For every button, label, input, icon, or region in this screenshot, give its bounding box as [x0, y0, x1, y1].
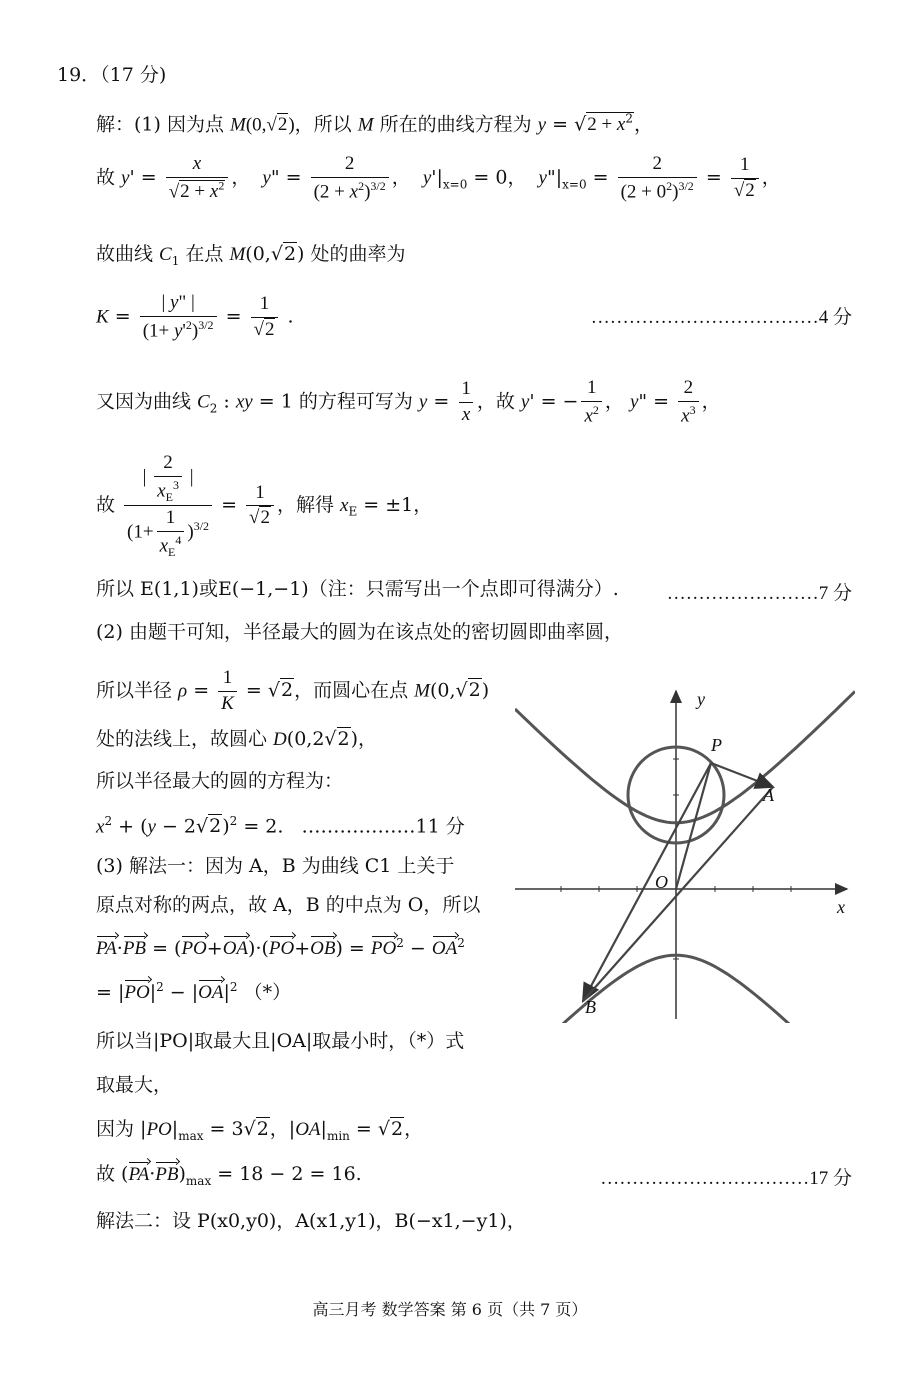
part1-intro: 解：(1) 因为点 M(0,√2)，所以 M 所在的曲线方程为 $y = √2 + x^2$， [96, 112, 653, 136]
part2-line3: 处的法线上，故圆心 D(0,2√2)， [96, 728, 378, 750]
hyperbola-lower-branch [515, 955, 855, 1023]
label-y: y [697, 689, 705, 709]
label-x: x [837, 897, 845, 917]
label-b: B [585, 997, 596, 1017]
hyperbola-figure [515, 683, 855, 1023]
part1-c2-line: 又因为曲线 $C_2$ : xy = 1 的方程可写为 y = $\frac{1}{x}$ ，故 y' = − $\frac{1}{x^2}$ ， y" = $\frac{2}{x^3}$ ， [96, 377, 721, 427]
part3-line2: 原点对称的两点，故 A，B 的中点为 O，所以 [96, 894, 481, 916]
segment-ab [583, 787, 773, 1001]
part3-line5: 因为 $|PO|_{max} = 3√2$，$|OA|_{min} = √2$， [96, 1118, 424, 1143]
part3-eq1: $PA\cdot PB = (PO+OA)\cdot(PO+OB) = PO^2 - OA^2$ [96, 936, 465, 960]
part1-derivatives: 故 y' = $\frac{x}{√2 + x^2}$ ， y" = $\frac{2}{(2 + x^2)^{3/2}}$ ， $y'|_{x=0} = 0$， $y"|_{x=0}$ = $\frac{2}{(2 + 0^2)^{3/2}}$ = $\frac{1}{√2}$ ， [96, 153, 781, 203]
part2-line4: 所以半径最大的圆的方程为： [96, 770, 344, 792]
part1-point-line: 所以 E(1,1)或E(−1,−1)（注：只需写出一个点即可得满分）. [96, 578, 619, 600]
problem-header: 19．（17 分) [57, 64, 167, 86]
score-7: ……………………7 分 [666, 583, 852, 604]
part2-line2: 所以半径 ρ = $\frac{1}{K}$ = √2，而圆心在点 M(0,√2) [96, 667, 490, 714]
part3-line3: 所以当|PO|取最大且|OA|取最小时，（*）式 [96, 1030, 465, 1052]
label-a: A [763, 785, 774, 805]
score-4: ………………………………4 分 [590, 307, 852, 328]
segment-pb [583, 763, 711, 1001]
part1-curvature-intro: 故曲线 $C_1$ 在点 M(0,√2) 处的曲率为 [96, 243, 406, 268]
part1-solve-line: 故 | $\frac{2}{x_E^3}$ | (1+ $\frac{1}{x_E^4}$ )$^{3/2}$ = $\frac{1}{√2}$ ，解得 $x_E = \pm 1$， [96, 452, 433, 560]
part3-method2: 解法二：设 P(x0,y0)，A(x1,y1)，B(−x1,−y1)， [96, 1210, 526, 1232]
part3-line1: (3) 解法一：因为 A，B 为曲线 C1 上关于 [96, 855, 455, 877]
part2-line1: (2) 由题干可知，半径最大的圆为在该点处的密切圆即曲率圆， [96, 621, 623, 643]
segment-po [676, 763, 711, 889]
part3-eq2: = $|PO|^2 - |OA|^2$ （*） [96, 980, 292, 1004]
part3-line6: 故 $(PA\cdot PB)_{max} = 18 - 2 = 16$. [96, 1163, 362, 1188]
part1-curvature-formula: K = $\frac{| y" |}{(1+ y'^2)^{3/2}}$ = $\frac{1}{√2}$ . [96, 292, 294, 342]
score-17: ……………………………17 分 [600, 1168, 852, 1189]
score-11: ………………11 分 [301, 815, 465, 838]
label-o: O [655, 872, 668, 892]
label-p: P [711, 735, 722, 755]
hyperbola-upper-branch [515, 691, 855, 822]
part3-line4: 取最大， [96, 1074, 173, 1096]
page-footer: 高三月考 数学答案 第 6 页（共 7 页） [312, 1300, 588, 1319]
part2-equation: $x^2 + (y - 2√2)^2 = 2$. ………………11 分 [96, 814, 465, 838]
